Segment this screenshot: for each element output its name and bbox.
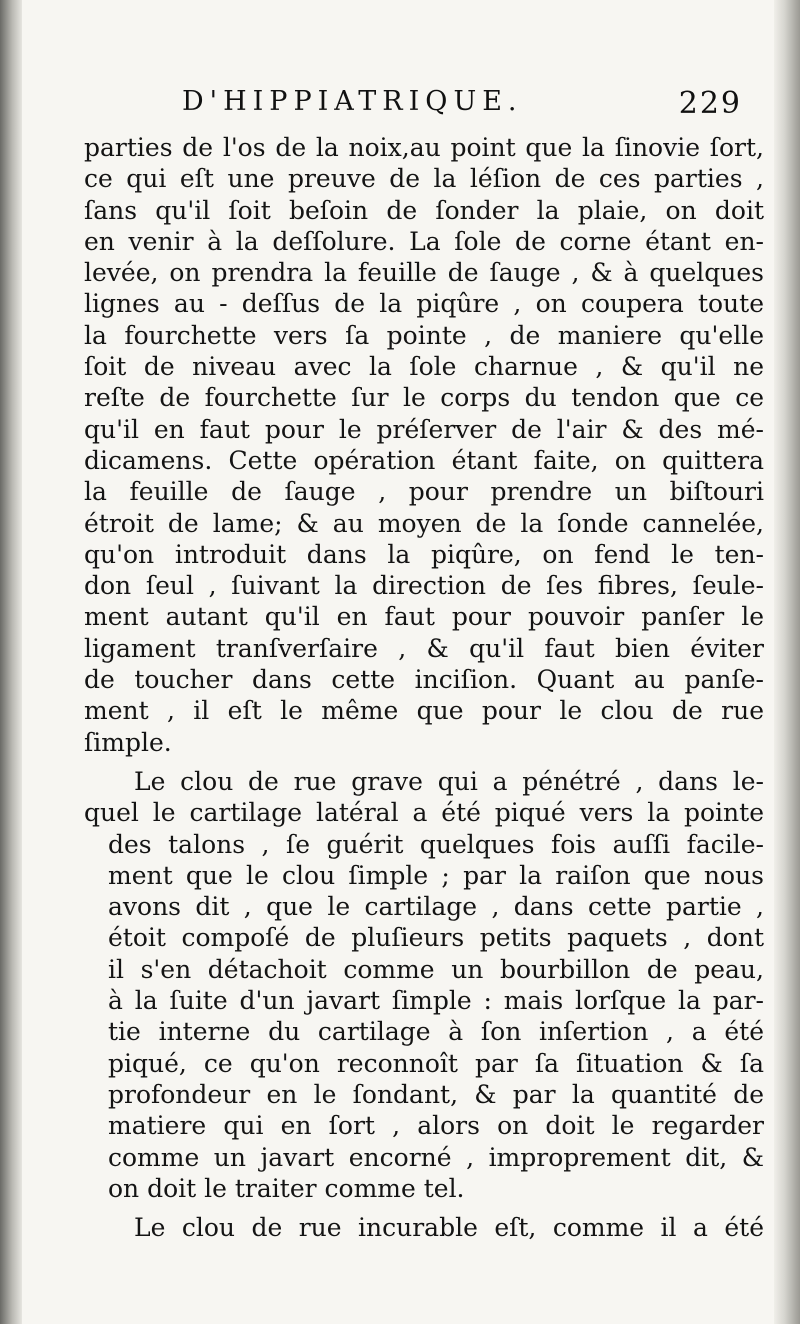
- text-line: parties de l'os de la noix,au point que la ſinovie ſort,: [84, 133, 764, 162]
- text-line: de toucher dans cette inciſion. Quant au panſe-: [84, 665, 764, 695]
- scan-edge-left: [0, 0, 22, 1324]
- text-line: à la ſuite d'un javart ſimple : mais lorſque la par-: [108, 986, 764, 1016]
- running-title: D'HIPPIATRIQUE.: [182, 86, 523, 117]
- text-line: ce qui eſt une preuve de la léſion de ces parties ,: [84, 164, 764, 194]
- text-line: ſoit de niveau avec la ſole charnue , & qu'il ne: [84, 352, 764, 382]
- text-line: tie interne du cartilage à ſon inſertion , a été: [108, 1017, 764, 1047]
- scan-edge-right: [774, 0, 800, 1324]
- text-line: piqué, ce qu'on reconnoît par ſa ſituation & ſa: [108, 1048, 764, 1078]
- text-line: il s'en détachoit comme un bourbillon de peau,: [108, 954, 764, 984]
- text-line: matiere qui en ſort , alors on doit le regarder: [108, 1111, 764, 1141]
- text-line: en venir à la deſſolure. La ſole de corne étant en-: [84, 226, 764, 256]
- text-line: qu'il en faut pour le préſerver de l'air & des mé-: [84, 414, 764, 444]
- paragraph-break: [84, 1204, 764, 1212]
- text-line: lignes au - deſſus de la piqûre , on coupera toute: [84, 289, 764, 319]
- text-line: avons dit , que le cartilage , dans cette partie ,: [108, 892, 764, 922]
- text-line: qu'on introduit dans la piqûre, on fend le ten-: [84, 539, 764, 569]
- text-line: on doit le traiter comme tel.: [108, 1173, 465, 1203]
- text-line: Le clou de rue grave qui a pénétré , dans le-: [134, 766, 764, 796]
- text-line: dicamens. Cette opération étant faite, on quittera: [84, 445, 764, 475]
- text-line: ligament tranſverſaire , & qu'il faut bien éviter: [84, 633, 764, 663]
- text-line: la feuille de ſauge , pour prendre un biſtouri: [84, 477, 764, 507]
- text-line: ment , il eſt le même que pour le clou de rue: [84, 696, 764, 726]
- body-text: [84, 132, 764, 1243]
- text-line: profondeur en le ſondant, & par la quantité de: [108, 1079, 764, 1109]
- text-line: des talons , ſe guérit quelques fois auſſi facile-: [108, 829, 764, 859]
- text-line: étoit compoſé de pluſieurs petits paquets , dont: [108, 923, 764, 953]
- text-line: ſans qu'il ſoit beſoin de ſonder la plaie, on doit: [84, 195, 764, 225]
- text-line: étroit de lame; & au moyen de la ſonde cannelée,: [84, 508, 764, 538]
- text-line: don ſeul , ſuivant la direction de ſes fibres, ſeule-: [84, 571, 764, 601]
- text-line: la fourchette vers ſa pointe , de maniere qu'elle: [84, 320, 764, 350]
- page-header: [182, 86, 742, 130]
- text-line: reſte de fourchette ſur le corps du tendon que ce: [84, 383, 764, 413]
- text-line: ſimple.: [84, 727, 172, 757]
- text-line: comme un javart encorné , improprement dit, &: [108, 1142, 764, 1172]
- text-line: levée, on prendra la feuille de ſauge , & à quelques: [84, 258, 764, 288]
- text-line: quel le cartilage latéral a été piqué vers la pointe: [84, 798, 764, 828]
- page-number: 229: [678, 86, 742, 121]
- paragraph-break: [84, 758, 764, 766]
- book-page: [22, 0, 774, 1324]
- text-line: ment autant qu'il en faut pour pouvoir panſer le: [84, 602, 764, 632]
- text-line: ment que le clou ſimple ; par la raiſon que nous: [108, 860, 764, 890]
- text-line: Le clou de rue incurable eſt, comme il a été: [134, 1213, 764, 1243]
